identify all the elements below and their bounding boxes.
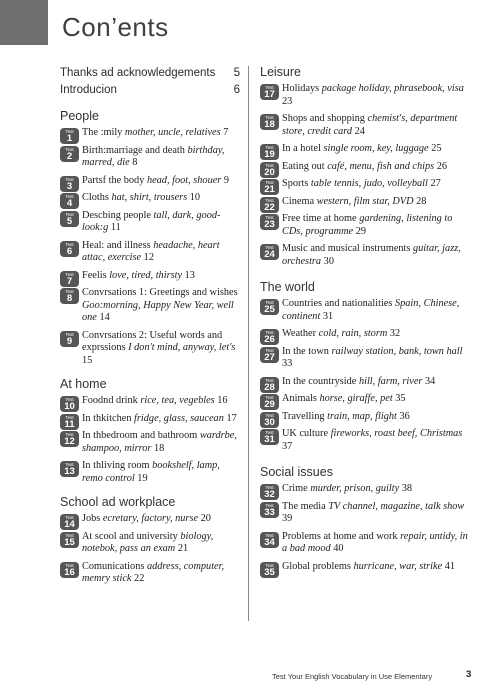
entry-keywords: table tennis, judo, volleyball — [310, 178, 428, 189]
test-badge-number: 23 — [264, 219, 275, 230]
contents-entry[interactable] — [260, 410, 475, 428]
entry-page: 20 — [200, 513, 211, 524]
entry-page: 41 — [444, 560, 456, 572]
contents-entry[interactable] — [60, 460, 240, 485]
test-badge-number: 3 — [66, 180, 73, 192]
test-badge-label: Test — [265, 502, 274, 508]
entry-keywords: hurricane, war, strike — [353, 560, 443, 572]
front-matter-page: 5 — [233, 67, 240, 79]
entry-page: 28 — [416, 195, 427, 207]
contents-entry[interactable] — [60, 513, 240, 530]
test-badge-label: Test — [65, 532, 74, 538]
entry-page: 32 — [389, 328, 401, 339]
test-badge-number: 16 — [64, 566, 75, 578]
entry-page: 21 — [177, 543, 189, 554]
test-badge-number: 8 — [66, 293, 73, 304]
entry-page: 29 — [355, 225, 367, 237]
entry-title: At scool and university — [82, 530, 178, 542]
contents-entry[interactable] — [60, 395, 240, 412]
test-badge-number: 34 — [264, 536, 275, 548]
test-badge-number: 22 — [264, 201, 275, 213]
contents-entry[interactable] — [260, 83, 475, 108]
column-divider — [248, 66, 249, 621]
test-badge — [260, 162, 279, 178]
entry-keywords: I don't mind, anyway, let's — [128, 342, 236, 353]
test-badge-label: Test — [65, 331, 74, 337]
entry-keywords: birthday, marred, die — [82, 144, 225, 168]
entry-title: In the countryside — [282, 375, 357, 387]
test-badge-label: Test — [65, 129, 74, 134]
test-badge — [60, 288, 79, 304]
contents-entry[interactable] — [60, 330, 240, 368]
entry-title: Countries and nationalities — [282, 298, 393, 309]
test-badge-number: 24 — [264, 249, 275, 260]
contents-entry[interactable] — [60, 412, 240, 430]
test-badge — [60, 414, 79, 430]
contents-entry[interactable] — [60, 430, 240, 455]
test-badge-number: 28 — [264, 381, 275, 393]
entry-title: Cinema — [282, 195, 315, 207]
test-badge — [260, 214, 279, 230]
entry-title: Partsf the body — [82, 174, 145, 186]
entry-title: Sports — [282, 178, 309, 189]
test-badge — [60, 532, 79, 548]
entry-keywords: wardrbe, shampoo, mirror — [82, 430, 237, 454]
entry-keywords: chemist's, department store, credit card — [282, 113, 458, 137]
entry-title: Global problems — [282, 560, 351, 572]
entry-keywords: fridge, glass, saucean — [134, 412, 224, 424]
test-badge — [260, 114, 279, 130]
entry-keywords: Spain, Chinese, continent — [282, 298, 460, 322]
entry-title: Animals — [282, 393, 317, 404]
entry-keywords: western, film star, DVD — [316, 195, 414, 207]
entry-title: Holidays — [282, 83, 320, 94]
entry-title: Problems at home and work — [282, 530, 398, 542]
test-badge-number: 13 — [64, 466, 75, 477]
test-badge-label: Test — [265, 330, 274, 335]
entry-page: 11 — [110, 222, 121, 233]
test-badge-number: 6 — [66, 245, 73, 257]
test-badge — [260, 244, 279, 260]
contents-entry[interactable] — [260, 393, 475, 410]
entry-keywords: hat, shirt, trousers — [111, 192, 188, 203]
entry-page: 14 — [99, 312, 110, 323]
test-badge — [60, 211, 79, 227]
entry-keywords: bookshelf, lamp, remo control — [82, 460, 220, 484]
entry-keywords: murder, prison, guilty — [310, 483, 400, 494]
entry-keywords: address, computer, memry stick — [82, 560, 225, 584]
test-badge — [260, 197, 279, 213]
entry-keywords: mother, uncle, relatives — [124, 127, 221, 138]
entry-page: 15 — [82, 354, 93, 366]
test-badge — [260, 299, 279, 315]
section-heading: People — [60, 109, 99, 123]
test-badge — [60, 193, 79, 209]
entry-page: 23 — [282, 95, 293, 107]
contents-entry[interactable] — [260, 298, 475, 323]
entry-page: 25 — [431, 143, 442, 154]
front-matter-label: Thanks ad acknowledgements — [60, 67, 216, 79]
contents-entry[interactable] — [260, 428, 475, 453]
test-badge — [260, 329, 279, 345]
entry-keywords: package holiday, phrasebook, visa — [321, 83, 464, 94]
test-badge-label: Test — [265, 395, 274, 400]
entry-page: 24 — [354, 125, 365, 137]
entry-title: Eating out — [282, 160, 325, 172]
entry-keywords: hill, farm, river — [358, 375, 423, 387]
entry-page: 19 — [137, 472, 148, 484]
test-badge-number: 26 — [264, 334, 275, 345]
entry-title: The media — [282, 500, 326, 512]
test-badge-label: Test — [265, 562, 274, 568]
test-badge-number: 7 — [66, 275, 73, 287]
contents-entry[interactable] — [260, 160, 475, 178]
contents-entry[interactable] — [60, 561, 240, 586]
entry-page: 34 — [425, 375, 436, 387]
test-badge-label: Test — [65, 271, 74, 277]
test-badge-label: Test — [265, 162, 274, 168]
entry-title: UK culture — [282, 428, 329, 439]
contents-left-column — [60, 65, 240, 591]
contents-entry[interactable] — [60, 210, 240, 235]
entry-keywords: café, menu, fish and chips — [327, 160, 435, 172]
section-heading: Social issues — [260, 465, 333, 479]
entry-title: Music and musical instruments — [282, 243, 411, 254]
entry-title: In thkitchen — [82, 412, 132, 424]
test-badge — [60, 128, 79, 144]
entry-page: 39 — [282, 513, 293, 524]
entry-keywords: TV channel, magazine, talk show — [328, 500, 465, 512]
test-badge — [60, 396, 79, 412]
entry-title: Birth:marriage and death — [82, 144, 185, 156]
entry-page: 38 — [401, 483, 413, 494]
contents-entry[interactable] — [60, 269, 240, 287]
entry-keywords: repair, untidy, in a bad mood — [282, 530, 468, 554]
test-badge-label: Test — [65, 211, 74, 217]
test-badge-label: Test — [265, 300, 274, 305]
test-badge-label: Test — [265, 412, 274, 418]
test-badge-number: 21 — [264, 184, 275, 195]
section-heading: The world — [260, 280, 315, 294]
entry-page: 36 — [399, 410, 410, 422]
front-matter-label: Introducion — [60, 84, 117, 96]
entry-title: Weather — [282, 328, 317, 339]
entry-page: 30 — [323, 255, 334, 267]
contents-entry[interactable] — [60, 145, 240, 170]
test-badge-number: 32 — [264, 489, 275, 500]
contents-entry[interactable] — [60, 287, 240, 325]
entry-title: Crime — [282, 483, 308, 494]
test-badge — [260, 484, 279, 500]
test-badge-label: Test — [265, 377, 274, 383]
entry-keywords: single room, key, luggage — [323, 143, 429, 154]
entry-page: 17 — [226, 412, 237, 424]
test-badge-number: 25 — [264, 304, 275, 315]
entry-keywords: horse, giraffe, pet — [319, 393, 393, 404]
contents-right-column — [260, 65, 475, 578]
test-badge — [60, 431, 79, 447]
test-badge — [260, 394, 279, 410]
entry-title: In the town — [282, 345, 329, 357]
test-badge-label: Test — [265, 485, 274, 490]
entry-keywords: cold, rain, storm — [318, 328, 388, 339]
test-badge-number: 19 — [264, 149, 275, 160]
entry-page: 12 — [143, 252, 154, 263]
test-badge-number: 30 — [264, 416, 275, 428]
entry-keywords: head, foot, shouer — [146, 174, 222, 186]
entry-keywords: biology, notebok, pass an exam — [82, 530, 214, 554]
test-badge-number: 20 — [264, 166, 275, 178]
test-badge-number: 18 — [264, 119, 275, 130]
entry-page: 37 — [282, 440, 293, 452]
test-badge — [260, 144, 279, 160]
test-badge — [60, 461, 79, 477]
contents-entry[interactable] — [260, 531, 475, 556]
contents-entry[interactable] — [260, 346, 475, 371]
entry-keywords: train, map, flight — [327, 410, 397, 422]
test-badge — [60, 241, 79, 257]
entry-page: 35 — [395, 393, 406, 404]
page-number: 3 — [466, 669, 472, 680]
test-badge — [260, 562, 279, 578]
test-badge — [60, 271, 79, 287]
test-badge — [260, 502, 279, 518]
entry-page: 10 — [189, 192, 201, 203]
entry-page: 16 — [217, 395, 228, 406]
front-matter-acknowledgements[interactable] — [60, 65, 240, 82]
entry-keywords: ecretary, factory, nurse — [102, 513, 199, 524]
test-badge — [260, 429, 279, 445]
entry-page: 40 — [333, 543, 344, 554]
footer-book-title: Test Your English Vocabulary in Use Elementary — [272, 672, 433, 681]
entry-page: 22 — [134, 573, 145, 584]
test-badge-label: Test — [65, 397, 74, 402]
test-badge-number: 31 — [264, 434, 275, 445]
entry-title: Cloths — [82, 192, 109, 203]
test-badge — [60, 514, 79, 530]
test-badge — [60, 146, 79, 162]
test-badge-label: Test — [265, 115, 274, 120]
test-badge — [60, 331, 79, 347]
contents-entry[interactable] — [260, 178, 475, 195]
test-badge — [260, 412, 279, 428]
test-badge — [260, 347, 279, 363]
contents-entry[interactable] — [260, 113, 475, 138]
test-badge-number: 2 — [66, 150, 73, 162]
test-badge-label: Test — [65, 194, 74, 199]
entry-title: Comunications — [82, 560, 145, 572]
test-badge-label: Test — [265, 145, 274, 150]
entry-title: Foodnd drink — [82, 395, 138, 406]
entry-page: 8 — [132, 157, 138, 168]
entry-title: Jobs — [82, 513, 101, 524]
test-badge-number: 33 — [264, 506, 275, 518]
entry-title: Convrsations 1: Greetings and wishes — [82, 287, 238, 298]
entry-title: The :mily — [82, 127, 123, 138]
test-badge-label: Test — [65, 515, 74, 520]
test-badge-number: 10 — [64, 401, 75, 412]
test-badge-label: Test — [65, 146, 74, 152]
entry-title: Descbing people — [82, 209, 151, 221]
test-badge-label: Test — [265, 85, 274, 90]
test-badge-number: 14 — [64, 519, 75, 530]
section-heading: At home — [60, 377, 107, 391]
contents-entry[interactable] — [260, 143, 475, 160]
test-badge-label: Test — [65, 289, 74, 294]
test-badge — [60, 562, 79, 578]
test-badge-number: 17 — [264, 89, 275, 100]
entry-title: Travelling — [282, 410, 325, 422]
section-heading: Leisure — [260, 65, 301, 79]
test-badge-number: 15 — [64, 536, 75, 548]
test-badge-label: Test — [65, 414, 74, 420]
test-badge-label: Test — [65, 462, 74, 467]
contents-entry[interactable] — [260, 375, 475, 393]
contents-entry[interactable] — [60, 127, 240, 144]
test-badge-number: 29 — [264, 399, 275, 410]
test-badge — [60, 176, 79, 192]
entry-page: 18 — [154, 442, 165, 454]
contents-entry[interactable] — [60, 240, 240, 265]
contents-entry[interactable] — [260, 501, 475, 526]
entry-title: Heal: and illness — [82, 239, 151, 251]
entry-keywords: gardening, listening to CDs, programme — [282, 213, 453, 237]
test-badge-number: 9 — [66, 335, 73, 347]
entry-title: Shops and shopping — [282, 113, 365, 124]
contents-entry[interactable] — [260, 243, 475, 268]
contents-entry[interactable] — [60, 531, 240, 556]
entry-page: 9 — [223, 174, 230, 186]
contents-entry[interactable] — [260, 213, 475, 238]
entry-title: In thliving room — [82, 460, 150, 471]
entry-page: 33 — [282, 358, 293, 369]
test-badge-label: Test — [265, 180, 274, 185]
entry-keywords: fireworks, roast beef, Christmas — [330, 428, 463, 439]
contents-entry[interactable] — [60, 192, 240, 209]
front-matter-page: 6 — [233, 84, 240, 96]
test-badge-label: Test — [65, 176, 74, 182]
test-badge-number: 35 — [264, 566, 275, 578]
test-badge-number: 27 — [264, 351, 275, 363]
entry-keywords: guitar, jazz, orchestra — [282, 243, 461, 267]
entry-page: 13 — [184, 269, 195, 281]
entry-keywords: rice, tea, vegebles — [140, 395, 215, 406]
entry-page: 31 — [322, 310, 334, 322]
test-badge — [260, 532, 279, 548]
test-badge — [260, 179, 279, 195]
entry-title: Feelis — [82, 269, 107, 281]
page-title: Con’ents — [62, 12, 169, 42]
test-badge-label: Test — [265, 197, 274, 203]
test-badge-label: Test — [265, 347, 274, 353]
entry-keywords: headache, heart attac, exercise — [82, 239, 220, 263]
test-badge-label: Test — [265, 430, 274, 435]
test-badge-number: 1 — [66, 133, 73, 144]
contents-entry[interactable] — [260, 483, 475, 500]
contents-entry[interactable] — [260, 328, 475, 345]
contents-entry[interactable] — [60, 174, 240, 192]
test-badge — [260, 377, 279, 393]
test-badge — [260, 84, 279, 100]
entry-keywords: railway station, bank, town hall — [331, 345, 463, 357]
test-badge-label: Test — [265, 215, 274, 220]
test-badge-number: 5 — [66, 215, 73, 227]
test-badge-number: 4 — [66, 198, 73, 209]
test-badge-label: Test — [65, 241, 74, 247]
front-matter-introduction[interactable] — [60, 82, 240, 99]
test-badge-label: Test — [65, 432, 74, 437]
entry-page: 26 — [436, 160, 448, 172]
entry-page: 27 — [430, 178, 441, 189]
header-tab — [0, 0, 48, 45]
entry-title: In thbedroom and bathroom — [82, 430, 198, 441]
contents-entry[interactable] — [260, 560, 475, 578]
entry-keywords: Goo:morning, Happy New Year, well one — [82, 299, 234, 323]
entry-title: Free time at home — [282, 213, 357, 224]
entry-page: 7 — [223, 127, 229, 138]
entry-title: In a hotel — [282, 143, 321, 154]
section-heading: School ad workplace — [60, 495, 176, 509]
entry-keywords: tall, dark, good-look:g — [82, 209, 221, 233]
test-badge-number: 12 — [64, 436, 75, 447]
test-badge-label: Test — [65, 562, 74, 568]
test-badge-label: Test — [265, 532, 274, 538]
test-badge-number: 11 — [64, 418, 75, 430]
test-badge-label: Test — [265, 245, 274, 250]
entry-title: Convrsations 2: Useful words and exprssions — [82, 329, 223, 353]
contents-entry[interactable] — [260, 195, 475, 213]
entry-keywords: love, tired, thirsty — [109, 269, 183, 281]
